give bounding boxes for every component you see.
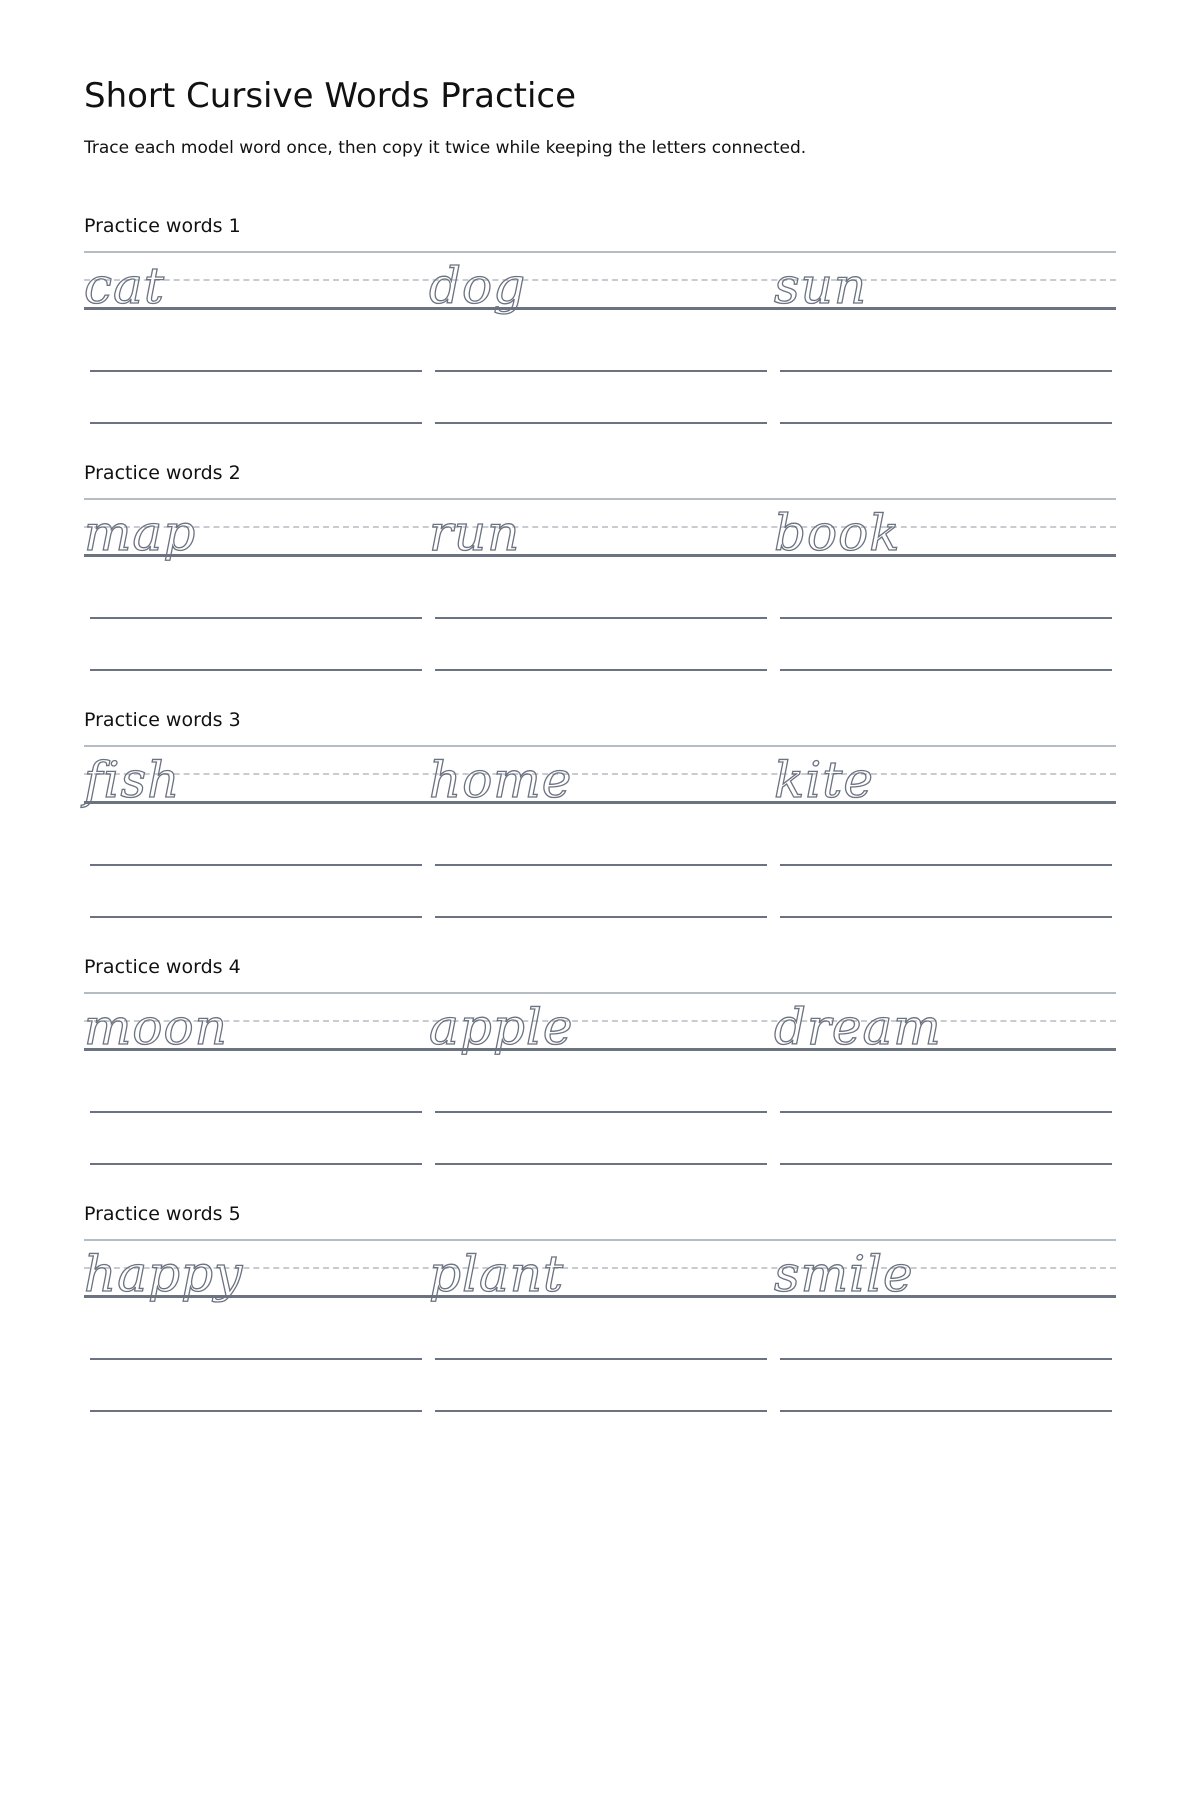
copy-line[interactable]	[780, 864, 1112, 866]
instructions-text: Trace each model word once, then copy it twice while keeping the letters connected.	[84, 138, 807, 158]
practice-section-4	[84, 953, 1116, 1153]
copy-line[interactable]	[780, 1111, 1112, 1113]
copy-line[interactable]	[780, 669, 1112, 671]
copy-line[interactable]	[90, 1163, 422, 1165]
model-word-trace: dream	[774, 998, 942, 1056]
copy-line[interactable]	[435, 864, 767, 866]
practice-section-5	[84, 1200, 1116, 1400]
copy-line[interactable]	[90, 669, 422, 671]
copy-line[interactable]	[90, 1358, 422, 1360]
copy-line[interactable]	[90, 422, 422, 424]
model-word-trace: apple	[429, 998, 574, 1056]
model-word-trace: run	[429, 504, 521, 562]
copy-line[interactable]	[435, 916, 767, 918]
copy-line[interactable]	[90, 617, 422, 619]
model-word-trace: home	[429, 751, 573, 809]
top-guide-line	[84, 992, 1116, 994]
practice-section-1	[84, 212, 1116, 412]
copy-line[interactable]	[435, 1111, 767, 1113]
baseline	[84, 801, 1116, 804]
practice-section-3	[84, 706, 1116, 906]
section-label: Practice words 4	[84, 956, 241, 978]
copy-line[interactable]	[435, 669, 767, 671]
copy-line[interactable]	[435, 1358, 767, 1360]
model-word-trace: fish	[84, 751, 181, 809]
baseline	[84, 1048, 1116, 1051]
copy-line[interactable]	[780, 1163, 1112, 1165]
baseline	[84, 554, 1116, 557]
midline-dashed	[84, 1020, 1116, 1022]
top-guide-line	[84, 251, 1116, 253]
top-guide-line	[84, 745, 1116, 747]
copy-line[interactable]	[435, 1410, 767, 1412]
copy-line[interactable]	[780, 1358, 1112, 1360]
practice-section-2	[84, 459, 1116, 659]
top-guide-line	[84, 1239, 1116, 1241]
model-word-trace: cat	[84, 257, 165, 315]
copy-line[interactable]	[90, 1111, 422, 1113]
copy-line[interactable]	[780, 916, 1112, 918]
model-word-trace: smile	[774, 1245, 914, 1303]
model-word-trace: sun	[774, 257, 868, 315]
copy-line[interactable]	[435, 1163, 767, 1165]
copy-line[interactable]	[780, 422, 1112, 424]
copy-line[interactable]	[780, 617, 1112, 619]
copy-line[interactable]	[435, 617, 767, 619]
midline-dashed	[84, 773, 1116, 775]
baseline	[84, 307, 1116, 310]
section-label: Practice words 1	[84, 215, 241, 237]
model-word-trace: book	[774, 504, 901, 562]
midline-dashed	[84, 279, 1116, 281]
model-word-trace: dog	[429, 257, 527, 315]
section-label: Practice words 3	[84, 709, 241, 731]
section-label: Practice words 5	[84, 1203, 241, 1225]
copy-line[interactable]	[435, 422, 767, 424]
model-word-trace: happy	[84, 1245, 244, 1303]
copy-line[interactable]	[90, 370, 422, 372]
copy-line[interactable]	[780, 370, 1112, 372]
copy-line[interactable]	[780, 1410, 1112, 1412]
model-word-trace: kite	[774, 751, 874, 809]
copy-line[interactable]	[90, 864, 422, 866]
model-word-trace: map	[84, 504, 197, 562]
top-guide-line	[84, 498, 1116, 500]
model-word-trace: plant	[429, 1245, 565, 1303]
page-title: Short Cursive Words Practice	[84, 76, 577, 116]
midline-dashed	[84, 526, 1116, 528]
model-word-trace: moon	[84, 998, 228, 1056]
section-label: Practice words 2	[84, 462, 241, 484]
copy-line[interactable]	[90, 1410, 422, 1412]
copy-line[interactable]	[435, 370, 767, 372]
copy-line[interactable]	[90, 916, 422, 918]
